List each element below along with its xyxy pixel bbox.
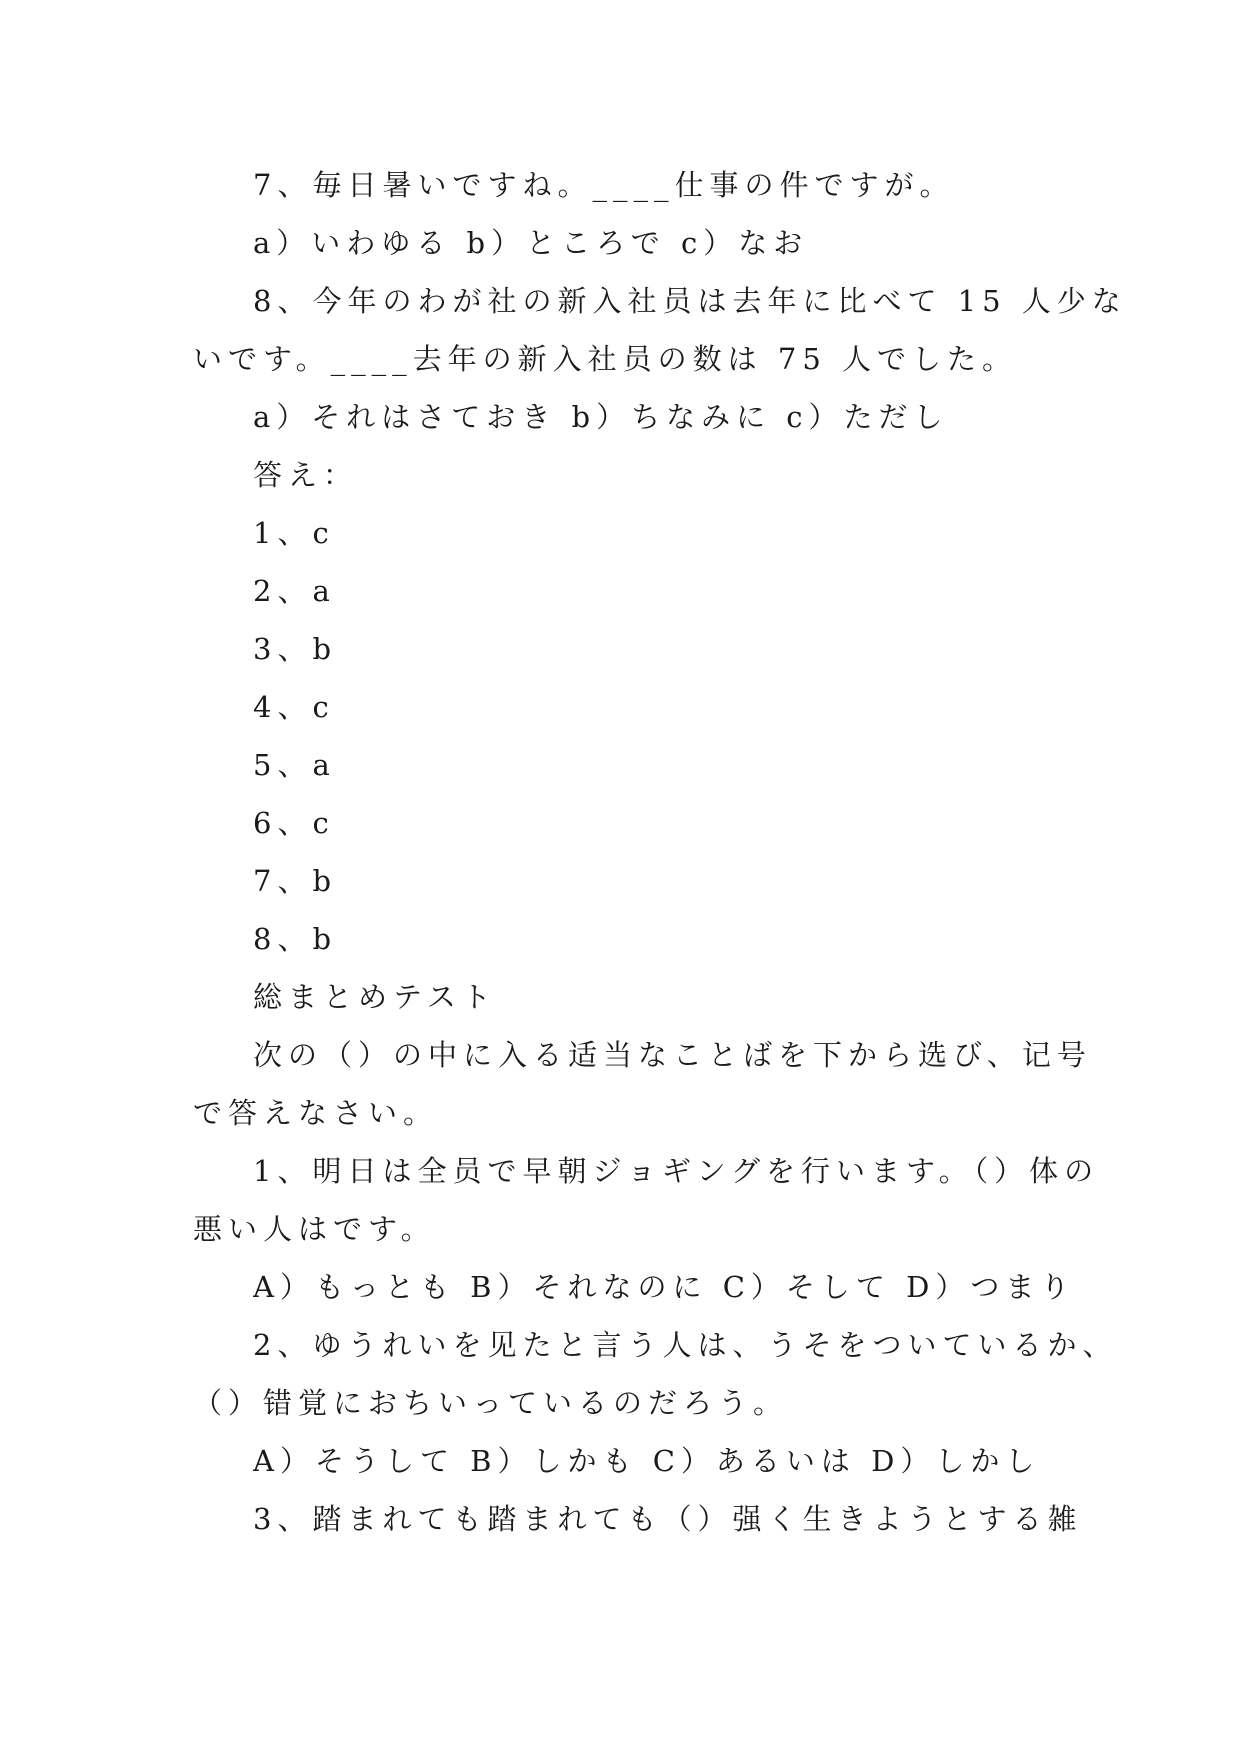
answer-4: 4、c (253, 690, 335, 724)
section-heading: 総まとめテスト (253, 980, 497, 1014)
answers-heading: 答え： (253, 458, 359, 492)
instructions-text: 次の（）の中に入る适当なことばを下から选び、记号 (253, 1038, 1092, 1072)
test-question-2-text: 2、ゆうれいを见たと言う人は、うそをついているか、 (253, 1328, 1118, 1362)
test-question-2-options: A）そうして B）しかも C）あるいは D）しかし (253, 1444, 1041, 1478)
instructions-text-continued: で答えなさい。 (193, 1096, 439, 1130)
question-8-text-continued: いです。____去年の新入社员の数は 75 人でした。 (193, 342, 1018, 376)
answer-2: 2、a (253, 574, 336, 608)
answer-8: 8、b (253, 922, 338, 956)
test-question-2-text-continued: （）错覚におちいっているのだろう。 (193, 1386, 789, 1420)
question-7-text: 7、毎日暑いですね。____仕事の件ですが。 (253, 168, 955, 202)
test-question-3-text: 3、踏まれても踏まれても（）强く生きようとする雑 (253, 1502, 1083, 1536)
answer-7: 7、b (253, 864, 338, 898)
test-question-1-text: 1、明日は全员で早朝ジョギングを行います。（）体の (253, 1154, 1100, 1188)
question-8-options: a）それはさておき b）ちなみに c）ただし (253, 400, 949, 434)
test-question-1-options: A）もっとも B）それなのに C）そして D）つまり (253, 1270, 1076, 1304)
answer-3: 3、b (253, 632, 338, 666)
question-8-text: 8、今年のわが社の新入社员は去年に比べて 15 人少な (253, 284, 1127, 318)
answer-6: 6、c (253, 806, 335, 840)
test-question-1-text-continued: 悪い人はです。 (193, 1212, 436, 1246)
answer-5: 5、a (253, 748, 336, 782)
question-7-options: a）いわゆる b）ところで c）なお (253, 226, 809, 260)
answer-1: 1、c (253, 516, 335, 550)
